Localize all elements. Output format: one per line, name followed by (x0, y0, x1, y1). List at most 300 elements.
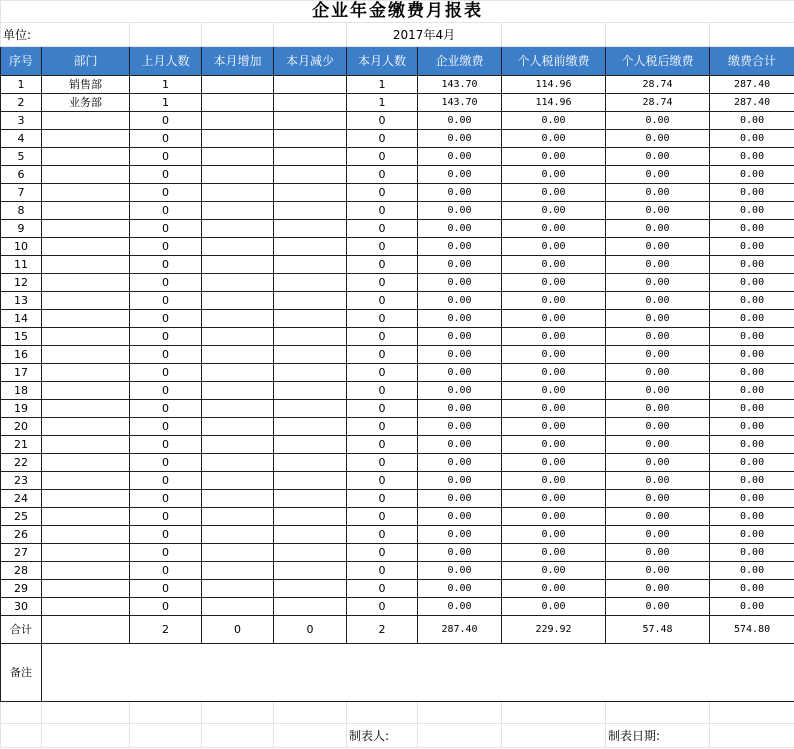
cell-cur[interactable]: 0 (347, 256, 418, 274)
column-header[interactable]: 缴费合计 (710, 47, 794, 76)
cell-corp[interactable]: 143.70 (418, 94, 502, 112)
cell-add[interactable] (202, 472, 274, 490)
cell-post-tax[interactable]: 0.00 (606, 508, 710, 526)
cell-corp[interactable]: 0.00 (418, 490, 502, 508)
cell-cur[interactable]: 0 (347, 184, 418, 202)
cell-post-tax[interactable]: 0.00 (606, 148, 710, 166)
cell[interactable] (710, 23, 794, 47)
cell[interactable] (418, 702, 502, 724)
cell-cur[interactable]: 0 (347, 202, 418, 220)
cell-total[interactable]: 0.00 (710, 562, 794, 580)
cell[interactable] (606, 23, 710, 47)
cell[interactable] (130, 23, 202, 47)
cell-corp[interactable]: 0.00 (418, 238, 502, 256)
cell-sub[interactable] (274, 580, 347, 598)
cell-pre-tax[interactable]: 0.00 (502, 328, 606, 346)
cell[interactable] (274, 724, 347, 748)
column-header[interactable]: 序号 (1, 47, 42, 76)
cell[interactable] (710, 724, 794, 748)
cell-sub[interactable] (274, 562, 347, 580)
cell-sub[interactable] (274, 346, 347, 364)
cell-post-tax[interactable]: 0.00 (606, 364, 710, 382)
cell-dept[interactable] (42, 202, 130, 220)
cell-total[interactable]: 0.00 (710, 382, 794, 400)
cell[interactable] (274, 702, 347, 724)
cell-pre-tax[interactable]: 114.96 (502, 76, 606, 94)
cell-prev[interactable]: 0 (130, 580, 202, 598)
cell-pre-tax[interactable]: 0.00 (502, 490, 606, 508)
cell-no[interactable]: 4 (1, 130, 42, 148)
cell-add[interactable] (202, 202, 274, 220)
cell[interactable] (202, 724, 274, 748)
cell-sub[interactable] (274, 598, 347, 616)
cell-corp[interactable]: 0.00 (418, 328, 502, 346)
cell-total[interactable]: 0.00 (710, 526, 794, 544)
cell-dept[interactable] (42, 580, 130, 598)
cell-prev[interactable]: 0 (130, 238, 202, 256)
cell-add[interactable] (202, 526, 274, 544)
cell-cur[interactable]: 0 (347, 472, 418, 490)
total-total[interactable]: 574.80 (710, 616, 794, 644)
cell[interactable] (1, 702, 42, 724)
cell-no[interactable]: 23 (1, 472, 42, 490)
cell-pre-tax[interactable]: 0.00 (502, 310, 606, 328)
cell-total[interactable]: 0.00 (710, 454, 794, 472)
cell-pre-tax[interactable]: 0.00 (502, 346, 606, 364)
cell-cur[interactable]: 0 (347, 328, 418, 346)
cell-prev[interactable]: 0 (130, 220, 202, 238)
cell-add[interactable] (202, 130, 274, 148)
cell-no[interactable]: 1 (1, 76, 42, 94)
cell-add[interactable] (202, 418, 274, 436)
cell[interactable] (42, 702, 130, 724)
cell-no[interactable]: 25 (1, 508, 42, 526)
cell[interactable] (202, 702, 274, 724)
cell-no[interactable]: 19 (1, 400, 42, 418)
cell-pre-tax[interactable]: 0.00 (502, 436, 606, 454)
cell-pre-tax[interactable]: 0.00 (502, 562, 606, 580)
cell-cur[interactable]: 0 (347, 436, 418, 454)
cell[interactable] (418, 724, 502, 748)
cell-corp[interactable]: 0.00 (418, 418, 502, 436)
cell-total[interactable]: 0.00 (710, 202, 794, 220)
total-add[interactable]: 0 (202, 616, 274, 644)
cell-dept[interactable] (42, 382, 130, 400)
cell-post-tax[interactable]: 0.00 (606, 112, 710, 130)
cell-no[interactable]: 2 (1, 94, 42, 112)
total-prev[interactable]: 2 (130, 616, 202, 644)
cell-sub[interactable] (274, 130, 347, 148)
cell-prev[interactable]: 1 (130, 76, 202, 94)
cell-dept[interactable] (42, 148, 130, 166)
cell-dept[interactable] (42, 310, 130, 328)
cell-sub[interactable] (274, 310, 347, 328)
cell-prev[interactable]: 0 (130, 382, 202, 400)
cell-total[interactable]: 287.40 (710, 94, 794, 112)
cell-sub[interactable] (274, 436, 347, 454)
cell-total[interactable]: 0.00 (710, 130, 794, 148)
cell-total[interactable]: 0.00 (710, 256, 794, 274)
cell-no[interactable]: 8 (1, 202, 42, 220)
cell-sub[interactable] (274, 166, 347, 184)
cell-pre-tax[interactable]: 0.00 (502, 202, 606, 220)
report-title[interactable]: 企业年金缴费月报表 (1, 1, 794, 23)
cell-cur[interactable]: 0 (347, 382, 418, 400)
total-corp[interactable]: 287.40 (418, 616, 502, 644)
cell-total[interactable]: 0.00 (710, 472, 794, 490)
cell-cur[interactable]: 0 (347, 508, 418, 526)
cell-dept[interactable] (42, 508, 130, 526)
cell-prev[interactable]: 0 (130, 436, 202, 454)
cell-corp[interactable]: 0.00 (418, 130, 502, 148)
cell-prev[interactable]: 0 (130, 346, 202, 364)
cell-post-tax[interactable]: 0.00 (606, 598, 710, 616)
cell-post-tax[interactable]: 28.74 (606, 94, 710, 112)
cell-dept[interactable] (42, 166, 130, 184)
cell-prev[interactable]: 0 (130, 526, 202, 544)
cell-cur[interactable]: 0 (347, 310, 418, 328)
cell-corp[interactable]: 0.00 (418, 274, 502, 292)
cell-no[interactable]: 5 (1, 148, 42, 166)
cell-prev[interactable]: 0 (130, 112, 202, 130)
cell-pre-tax[interactable]: 0.00 (502, 238, 606, 256)
cell-post-tax[interactable]: 0.00 (606, 256, 710, 274)
cell-dept[interactable] (42, 328, 130, 346)
cell[interactable] (502, 23, 606, 47)
cell-add[interactable] (202, 508, 274, 526)
cell-cur[interactable]: 0 (347, 580, 418, 598)
cell-total[interactable]: 0.00 (710, 346, 794, 364)
cell-cur[interactable]: 0 (347, 112, 418, 130)
period-label[interactable]: 2017年4月 (347, 23, 502, 47)
cell-dept[interactable] (42, 112, 130, 130)
cell-add[interactable] (202, 112, 274, 130)
cell-corp[interactable]: 0.00 (418, 202, 502, 220)
column-header[interactable]: 本月减少 (274, 47, 347, 76)
cell-post-tax[interactable]: 0.00 (606, 184, 710, 202)
cell-no[interactable]: 9 (1, 220, 42, 238)
column-header[interactable]: 部门 (42, 47, 130, 76)
cell-dept[interactable] (42, 526, 130, 544)
cell-total[interactable]: 0.00 (710, 238, 794, 256)
cell-post-tax[interactable]: 0.00 (606, 328, 710, 346)
cell-add[interactable] (202, 310, 274, 328)
cell-dept[interactable] (42, 562, 130, 580)
cell-total[interactable]: 0.00 (710, 400, 794, 418)
cell-sub[interactable] (274, 112, 347, 130)
cell-total[interactable]: 0.00 (710, 508, 794, 526)
cell-cur[interactable]: 0 (347, 130, 418, 148)
cell-sub[interactable] (274, 472, 347, 490)
cell-corp[interactable]: 0.00 (418, 508, 502, 526)
cell-no[interactable]: 17 (1, 364, 42, 382)
cell-add[interactable] (202, 454, 274, 472)
cell-prev[interactable]: 1 (130, 94, 202, 112)
cell[interactable] (274, 23, 347, 47)
cell-post-tax[interactable]: 0.00 (606, 472, 710, 490)
cell-corp[interactable]: 143.70 (418, 76, 502, 94)
cell-prev[interactable]: 0 (130, 490, 202, 508)
cell-sub[interactable] (274, 544, 347, 562)
cell-cur[interactable]: 1 (347, 76, 418, 94)
preparer-label[interactable]: 制表人: (347, 724, 418, 748)
cell-cur[interactable]: 0 (347, 598, 418, 616)
cell-post-tax[interactable]: 0.00 (606, 526, 710, 544)
cell-dept[interactable] (42, 364, 130, 382)
cell-prev[interactable]: 0 (130, 508, 202, 526)
cell[interactable] (42, 616, 130, 644)
cell-pre-tax[interactable]: 0.00 (502, 580, 606, 598)
cell-corp[interactable]: 0.00 (418, 382, 502, 400)
cell-pre-tax[interactable]: 0.00 (502, 148, 606, 166)
unit-label[interactable]: 单位: (1, 23, 130, 47)
cell-pre-tax[interactable]: 0.00 (502, 418, 606, 436)
cell-pre-tax[interactable]: 0.00 (502, 472, 606, 490)
cell-prev[interactable]: 0 (130, 184, 202, 202)
cell-pre-tax[interactable]: 0.00 (502, 400, 606, 418)
cell-add[interactable] (202, 292, 274, 310)
cell-add[interactable] (202, 436, 274, 454)
cell-add[interactable] (202, 274, 274, 292)
cell-corp[interactable]: 0.00 (418, 544, 502, 562)
cell-pre-tax[interactable]: 0.00 (502, 508, 606, 526)
cell-add[interactable] (202, 148, 274, 166)
cell-cur[interactable]: 0 (347, 274, 418, 292)
cell-total[interactable]: 0.00 (710, 274, 794, 292)
cell-no[interactable]: 28 (1, 562, 42, 580)
cell-dept[interactable] (42, 598, 130, 616)
cell[interactable] (42, 724, 130, 748)
cell-no[interactable]: 6 (1, 166, 42, 184)
cell-dept[interactable]: 业务部 (42, 94, 130, 112)
cell-post-tax[interactable]: 0.00 (606, 130, 710, 148)
cell-dept[interactable]: 销售部 (42, 76, 130, 94)
cell-corp[interactable]: 0.00 (418, 220, 502, 238)
cell-pre-tax[interactable]: 0.00 (502, 274, 606, 292)
cell-dept[interactable] (42, 130, 130, 148)
cell-post-tax[interactable]: 0.00 (606, 418, 710, 436)
cell[interactable] (130, 724, 202, 748)
cell-corp[interactable]: 0.00 (418, 184, 502, 202)
cell-total[interactable]: 0.00 (710, 598, 794, 616)
cell-post-tax[interactable]: 0.00 (606, 400, 710, 418)
cell-sub[interactable] (274, 148, 347, 166)
cell[interactable] (502, 724, 606, 748)
cell-pre-tax[interactable]: 0.00 (502, 184, 606, 202)
cell-dept[interactable] (42, 436, 130, 454)
cell-total[interactable]: 0.00 (710, 490, 794, 508)
cell-post-tax[interactable]: 0.00 (606, 274, 710, 292)
cell-pre-tax[interactable]: 0.00 (502, 130, 606, 148)
cell-sub[interactable] (274, 364, 347, 382)
cell-corp[interactable]: 0.00 (418, 256, 502, 274)
cell-cur[interactable]: 0 (347, 364, 418, 382)
cell-prev[interactable]: 0 (130, 310, 202, 328)
cell-cur[interactable]: 0 (347, 346, 418, 364)
cell-corp[interactable]: 0.00 (418, 436, 502, 454)
cell-post-tax[interactable]: 0.00 (606, 202, 710, 220)
cell-pre-tax[interactable]: 0.00 (502, 256, 606, 274)
cell-pre-tax[interactable]: 0.00 (502, 364, 606, 382)
column-header[interactable]: 本月增加 (202, 47, 274, 76)
cell-add[interactable] (202, 184, 274, 202)
cell-post-tax[interactable]: 0.00 (606, 544, 710, 562)
cell-prev[interactable]: 0 (130, 274, 202, 292)
cell-no[interactable]: 20 (1, 418, 42, 436)
cell-no[interactable]: 26 (1, 526, 42, 544)
cell-add[interactable] (202, 364, 274, 382)
cell-post-tax[interactable]: 28.74 (606, 76, 710, 94)
date-label[interactable]: 制表日期: (606, 724, 710, 748)
cell-no[interactable]: 21 (1, 436, 42, 454)
cell-total[interactable]: 0.00 (710, 418, 794, 436)
cell-no[interactable]: 29 (1, 580, 42, 598)
cell-dept[interactable] (42, 544, 130, 562)
cell[interactable] (606, 702, 710, 724)
cell-sub[interactable] (274, 526, 347, 544)
cell-sub[interactable] (274, 382, 347, 400)
cell-corp[interactable]: 0.00 (418, 580, 502, 598)
cell-corp[interactable]: 0.00 (418, 310, 502, 328)
cell-add[interactable] (202, 94, 274, 112)
cell-pre-tax[interactable]: 0.00 (502, 292, 606, 310)
cell-no[interactable]: 16 (1, 346, 42, 364)
cell[interactable] (502, 702, 606, 724)
cell-add[interactable] (202, 238, 274, 256)
cell-sub[interactable] (274, 400, 347, 418)
cell-sub[interactable] (274, 184, 347, 202)
cell-total[interactable]: 0.00 (710, 220, 794, 238)
cell-total[interactable]: 0.00 (710, 544, 794, 562)
cell-dept[interactable] (42, 220, 130, 238)
cell-sub[interactable] (274, 454, 347, 472)
column-header[interactable]: 个人税后缴费 (606, 47, 710, 76)
cell-sub[interactable] (274, 94, 347, 112)
cell-dept[interactable] (42, 454, 130, 472)
cell-no[interactable]: 11 (1, 256, 42, 274)
cell-add[interactable] (202, 490, 274, 508)
cell-post-tax[interactable]: 0.00 (606, 580, 710, 598)
cell-corp[interactable]: 0.00 (418, 112, 502, 130)
cell-post-tax[interactable]: 0.00 (606, 310, 710, 328)
cell-dept[interactable] (42, 418, 130, 436)
cell-no[interactable]: 13 (1, 292, 42, 310)
cell-post-tax[interactable]: 0.00 (606, 436, 710, 454)
cell-prev[interactable]: 0 (130, 418, 202, 436)
cell-add[interactable] (202, 346, 274, 364)
cell-prev[interactable]: 0 (130, 166, 202, 184)
column-header[interactable]: 企业缴费 (418, 47, 502, 76)
cell-pre-tax[interactable]: 0.00 (502, 598, 606, 616)
cell-post-tax[interactable]: 0.00 (606, 166, 710, 184)
cell-dept[interactable] (42, 292, 130, 310)
cell-dept[interactable] (42, 490, 130, 508)
note-field[interactable] (42, 644, 794, 702)
cell-corp[interactable]: 0.00 (418, 166, 502, 184)
cell-cur[interactable]: 0 (347, 292, 418, 310)
cell-sub[interactable] (274, 490, 347, 508)
cell-no[interactable]: 30 (1, 598, 42, 616)
cell-corp[interactable]: 0.00 (418, 346, 502, 364)
cell-total[interactable]: 0.00 (710, 184, 794, 202)
cell-dept[interactable] (42, 346, 130, 364)
cell-add[interactable] (202, 562, 274, 580)
cell-prev[interactable]: 0 (130, 400, 202, 418)
cell-corp[interactable]: 0.00 (418, 562, 502, 580)
cell-add[interactable] (202, 220, 274, 238)
cell-add[interactable] (202, 544, 274, 562)
cell-cur[interactable]: 0 (347, 220, 418, 238)
cell-cur[interactable]: 0 (347, 454, 418, 472)
cell-total[interactable]: 0.00 (710, 292, 794, 310)
column-header[interactable]: 个人税前缴费 (502, 47, 606, 76)
cell-total[interactable]: 0.00 (710, 328, 794, 346)
cell-no[interactable]: 15 (1, 328, 42, 346)
cell-add[interactable] (202, 76, 274, 94)
cell-add[interactable] (202, 400, 274, 418)
cell-pre-tax[interactable]: 0.00 (502, 544, 606, 562)
cell-corp[interactable]: 0.00 (418, 598, 502, 616)
cell-prev[interactable]: 0 (130, 148, 202, 166)
cell-prev[interactable]: 0 (130, 562, 202, 580)
cell[interactable] (1, 724, 42, 748)
cell-no[interactable]: 3 (1, 112, 42, 130)
cell-total[interactable]: 0.00 (710, 436, 794, 454)
cell[interactable] (710, 702, 794, 724)
cell[interactable] (347, 702, 418, 724)
cell-pre-tax[interactable]: 0.00 (502, 382, 606, 400)
cell-corp[interactable]: 0.00 (418, 472, 502, 490)
cell-prev[interactable]: 0 (130, 202, 202, 220)
cell-cur[interactable]: 0 (347, 238, 418, 256)
cell-cur[interactable]: 0 (347, 418, 418, 436)
cell-cur[interactable]: 1 (347, 94, 418, 112)
cell-sub[interactable] (274, 418, 347, 436)
cell-prev[interactable]: 0 (130, 328, 202, 346)
cell-prev[interactable]: 0 (130, 454, 202, 472)
cell-cur[interactable]: 0 (347, 544, 418, 562)
cell-pre-tax[interactable]: 114.96 (502, 94, 606, 112)
cell-total[interactable]: 287.40 (710, 76, 794, 94)
cell-sub[interactable] (274, 220, 347, 238)
cell-add[interactable] (202, 598, 274, 616)
cell-prev[interactable]: 0 (130, 364, 202, 382)
cell[interactable] (202, 23, 274, 47)
cell-add[interactable] (202, 166, 274, 184)
cell-post-tax[interactable]: 0.00 (606, 292, 710, 310)
cell-corp[interactable]: 0.00 (418, 526, 502, 544)
cell-total[interactable]: 0.00 (710, 364, 794, 382)
cell-no[interactable]: 7 (1, 184, 42, 202)
cell-cur[interactable]: 0 (347, 490, 418, 508)
cell-corp[interactable]: 0.00 (418, 148, 502, 166)
cell-dept[interactable] (42, 274, 130, 292)
cell-sub[interactable] (274, 292, 347, 310)
cell-post-tax[interactable]: 0.00 (606, 382, 710, 400)
cell-sub[interactable] (274, 202, 347, 220)
cell[interactable] (130, 702, 202, 724)
cell-cur[interactable]: 0 (347, 166, 418, 184)
cell-prev[interactable]: 0 (130, 472, 202, 490)
cell-pre-tax[interactable]: 0.00 (502, 112, 606, 130)
cell-sub[interactable] (274, 274, 347, 292)
cell-dept[interactable] (42, 256, 130, 274)
cell-no[interactable]: 27 (1, 544, 42, 562)
cell-total[interactable]: 0.00 (710, 148, 794, 166)
cell-prev[interactable]: 0 (130, 292, 202, 310)
cell-total[interactable]: 0.00 (710, 112, 794, 130)
total-pre-tax[interactable]: 229.92 (502, 616, 606, 644)
